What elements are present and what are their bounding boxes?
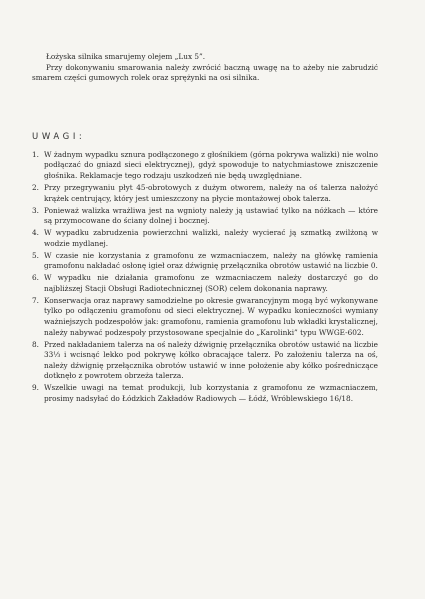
note-text: Przy przegrywaniu płyt 45-obrotowych z dużym otworem, należy na oś talerza nałożyć krążek centrujący, który jest umieszczony na płycie montażowej obok talerza.: [44, 182, 378, 203]
note-item: [32, 183, 378, 204]
intro-section: [32, 52, 378, 84]
note-item: [32, 228, 378, 249]
note-number: 6.: [32, 273, 39, 283]
note-text: W wypadku zabrudzenia powierzchni walizki, należy wycierać ją szmatką zwilżoną w wodzie mydlanej.: [44, 228, 378, 248]
note-number: 8.: [32, 339, 39, 349]
note-item: [32, 273, 378, 294]
document-page: [32, 52, 378, 406]
note-number: 1.: [32, 149, 39, 159]
note-text: Ponieważ walizka wrażliwa jest na wgnioty należy ją ustawiać tylko na nóżkach — które są przymocowane do ściany dolnej i bocznej.: [44, 205, 378, 226]
note-item: [32, 383, 378, 404]
note-text: W żadnym wypadku sznura podłączonego z głośnikiem (górna pokrywa walizki) nie wolno podłączać do gniazd sieci elektrycznej), gdyż spowoduje to natychmiastowe zniszczenie głośnika. Reklamacje tego rodzaju uszkodzeń nie będą uwzględniane.: [44, 149, 378, 180]
note-number: 7.: [32, 295, 39, 305]
note-text: Przed nakładaniem talerza na oś należy dźwignię przełącznika obrotów ustawić na liczbie 33⅓ i wcisnąć lekko pod pokrywę kółko obracające talerz. Po założeniu talerza na oś, należy dźwignię przełącznika obrotów ustawić w inne położenie aby kółko pośredniczące dotknęło z powrotem obrzeża talerza.: [44, 339, 378, 381]
note-item: [32, 251, 378, 272]
note-text: W wypadku nie działania gramofonu ze wzmacniaczem należy dostarczyć go do najbliższej Stacji Obsługi Radiotechnicznej (SOR) celem dokonania naprawy.: [44, 273, 378, 293]
intro-paragraph-1: Łożyska silnika smarujemy olejem „Lux 5”.: [46, 52, 206, 61]
notes-list: [32, 150, 378, 405]
note-number: 9.: [32, 383, 39, 393]
note-text: Konserwacja oraz naprawy samodzielne po okresie gwarancyjnym mogą być wykonywane tylko po odłączeniu gramofonu od sieci elektrycznej. W wypadku konieczności wymiany ważniejszych podzespołów jak: gramofonu, ramienia gramofonu lub wkładki krystalicznej, należy nabywać podzespoły przystosowane specjalnie do „Karolinki” typu WWGE-602.: [44, 295, 378, 337]
intro-paragraph-2: Przy dokonywaniu smarowania należy zwrócić baczną uwagę na to ażeby nie zabrudzić smarem części gumowych rolek oraz sprężynki na osi silnika.: [32, 62, 378, 83]
note-number: 5.: [32, 250, 39, 260]
note-item: [32, 206, 378, 227]
note-item: [32, 340, 378, 382]
note-text: W czasie nie korzystania z gramofonu ze wzmacniaczem, należy na główkę ramienia gramofonu nakładać osłonę igieł oraz dźwignię przełącznika obrotów ustawić na liczbie 0.: [44, 250, 378, 271]
note-number: 2.: [32, 182, 39, 192]
note-text: Wszelkie uwagi na temat produkcji, lub korzystania z gramofonu ze wzmacniaczem, prosimy nadsyłać do Łódzkich Zakładów Radiowych — Łódź, Wróblewskiego 16/18.: [44, 383, 378, 403]
note-number: 3.: [32, 205, 39, 215]
notes-heading: UWAGI:: [32, 131, 86, 142]
note-number: 4.: [32, 228, 39, 238]
note-item: [32, 150, 378, 182]
note-item: [32, 296, 378, 338]
